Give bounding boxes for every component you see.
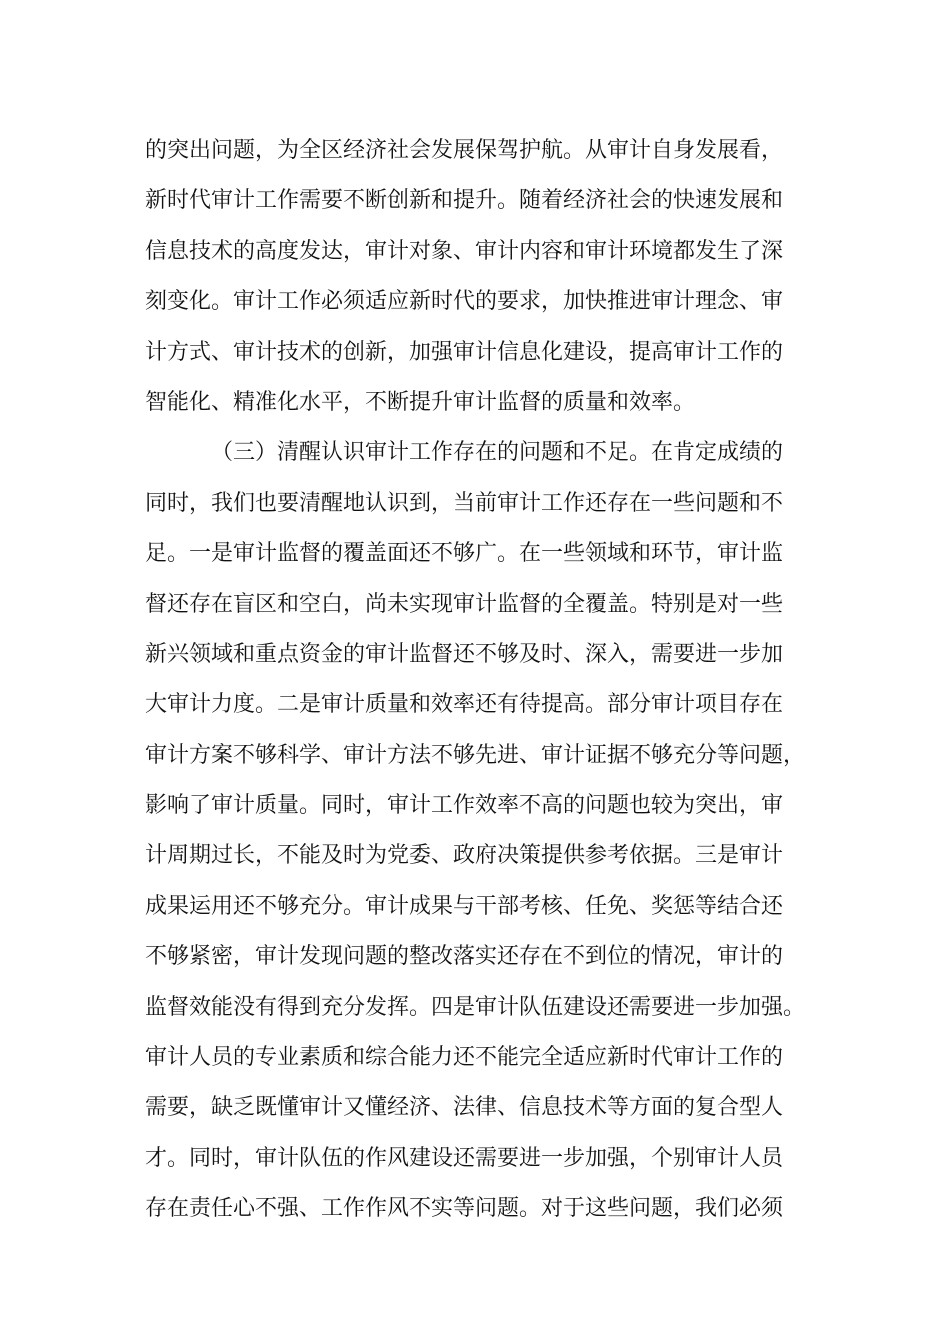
text-line: 审计人员的专业素质和综合能力还不能完全适应新时代审计工作的: [145, 1045, 784, 1071]
text-line: 大审计力度。二是审计质量和效率还有待提高。部分审计项目存在: [145, 692, 784, 718]
text-line: 影响了审计质量。同时，审计工作效率不高的问题也较为突出，审: [145, 793, 784, 819]
text-line: 智能化、精准化水平，不断提升审计监督的质量和效率。: [145, 389, 696, 415]
text-line: 成果运用还不够充分。审计成果与干部考核、任免、奖惩等结合还: [145, 893, 784, 919]
text-line: 需要，缺乏既懂审计又懂经济、法律、信息技术等方面的复合型人: [145, 1095, 784, 1121]
text-line: 审计方案不够科学、审计方法不够先进、审计证据不够充分等问题，: [145, 742, 806, 768]
text-line: 监督效能没有得到充分发挥。四是审计队伍建设还需要进一步加强。: [145, 994, 806, 1020]
text-line: 存在责任心不强、工作作风不实等问题。对于这些问题，我们必须: [145, 1196, 784, 1222]
text-line: 计周期过长，不能及时为党委、政府决策提供参考依据。三是审计: [145, 843, 784, 869]
paragraph-heading-line: （三）清醒认识审计工作存在的问题和不足。在肯定成绩的: [211, 440, 784, 466]
text-line: 才。同时，审计队伍的作风建设还需要进一步加强，个别审计人员: [145, 1145, 784, 1171]
text-line: 计方式、审计技术的创新，加强审计信息化建设，提高审计工作的: [145, 339, 784, 365]
text-line: 新兴领域和重点资金的审计监督还不够及时、深入，需要进一步加: [145, 641, 784, 667]
text-line: 督还存在盲区和空白，尚未实现审计监督的全覆盖。特别是对一些: [145, 591, 784, 617]
text-line: 的突出问题，为全区经济社会发展保驾护航。从审计自身发展看，: [145, 138, 784, 163]
text-line: 不够紧密，审计发现问题的整改落实还存在不到位的情况，审计的: [145, 944, 784, 970]
text-line: 同时，我们也要清醒地认识到，当前审计工作还存在一些问题和不: [145, 490, 784, 516]
document-body: [145, 126, 825, 1235]
text-line: 足。一是审计监督的覆盖面还不够广。在一些领域和环节，审计监: [145, 541, 784, 567]
text-line: 信息技术的高度发达，审计对象、审计内容和审计环境都发生了深: [145, 238, 784, 264]
text-line: 刻变化。审计工作必须适应新时代的要求，加快推进审计理念、审: [145, 289, 784, 315]
text-line: 新时代审计工作需要不断创新和提升。随着经济社会的快速发展和: [145, 188, 784, 214]
